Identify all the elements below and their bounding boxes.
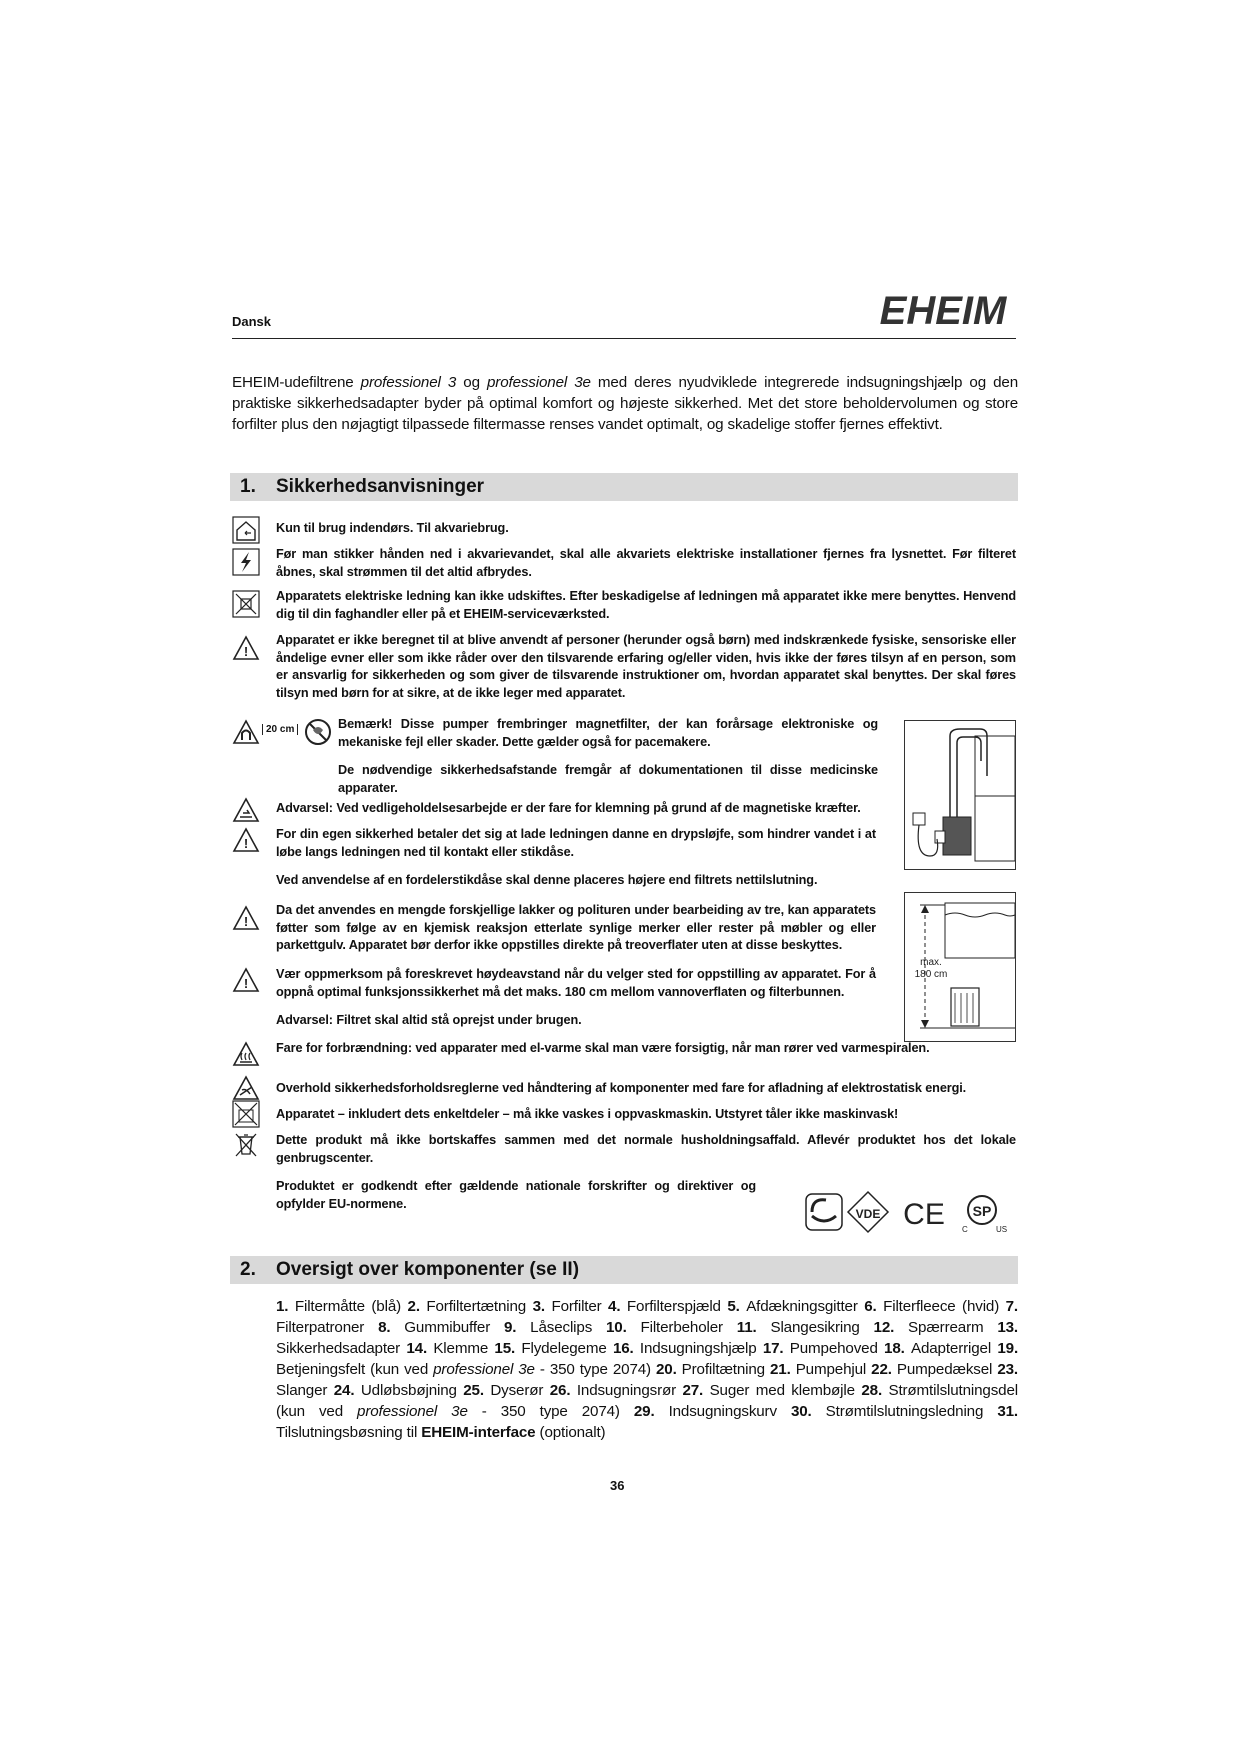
safety-item-3: Apparatets elektriske ledning kan ikke udskiftes. Efter beskadigelse af ledningen må apparatet ikke mere benyttes. Henvend dig til din faghandler eller på et EHEIM-serviceværksted. xyxy=(276,589,1016,621)
component-item: 14. Klemme xyxy=(406,1340,489,1357)
ce-mark-icon: CE xyxy=(903,1198,945,1231)
component-item: 21. Pumpehjul xyxy=(770,1361,867,1378)
safety-item-5: Bemærk! Disse pumper frembringer magnetfilter, der kan forårsage elektroniske og mekaniske fejl eller skader. Dette gælder også for pacemakere. xyxy=(338,717,878,749)
component-item: 8. Gummibuffer xyxy=(378,1319,491,1336)
component-item: 29. Indsugningskurv xyxy=(633,1403,777,1420)
eheim-logo xyxy=(868,290,1018,330)
warning-triangle-icon xyxy=(232,826,260,854)
no-dishwasher-icon xyxy=(232,1100,260,1128)
safety-item-10: Da det anvendes en mengde forskjellige lakker og polituren under bearbeiding av tre, kan apparatets føtter som følge av en kjemisk reaksjon etterlate synlige merker eller rester på møbler og eller parkettgulv. Apparatet bør derfor ikke oppstilles direkte på treoverflater uten at disse beskyttes. xyxy=(276,903,876,952)
svg-text:!: ! xyxy=(243,644,249,659)
hot-surface-icon xyxy=(232,1040,260,1068)
component-item: 11. Slangesikring xyxy=(736,1319,860,1336)
safety-item-16: Dette produkt må ikke bortskaffes sammen med det normale husholdningsaffald. Aflevér produktet hos det lokale genbrugscenter. xyxy=(276,1133,1016,1165)
component-item: 26. Indsugningsrør xyxy=(549,1382,677,1399)
safety-item-7: Advarsel: Ved vedligeholdelsesarbejde er der fare for klemning på grund af de magnetiske kræfter. xyxy=(276,801,861,815)
no-pacemaker-icon xyxy=(304,718,332,746)
component-item: 25. Dyserør xyxy=(463,1382,544,1399)
safety-item-8: For din egen sikkerhed betaler det sig at lade ledningen danne en drypsløjfe, som hindrer vandet i at løbe langs ledningen ned til kontakt eller stikdåse. xyxy=(276,827,876,859)
component-item: 2. Forfiltertætning xyxy=(407,1298,527,1315)
svg-text:US: US xyxy=(996,1225,1008,1234)
component-item: 5. Afdækningsgitter xyxy=(727,1298,858,1315)
component-item: 20. Profiltætning xyxy=(655,1361,765,1378)
component-item: 7. Filterpatroner xyxy=(276,1298,1018,1336)
component-item: 19. Betjeningsfelt (kun ved professionel 3e - 350 type 2074) xyxy=(276,1340,1019,1378)
electric-shock-icon xyxy=(232,548,260,576)
safety-item-6: De nødvendige sikkerhedsafstande fremgår af dokumentationen til disse medicinske apparater. xyxy=(338,763,878,795)
section-title: Oversigt over komponenter (se II) xyxy=(276,1259,580,1280)
pacemaker-icon-group xyxy=(232,718,332,746)
svg-text:!: ! xyxy=(243,836,249,851)
safety-item-15: Apparatet – inkludert dets enkeltdeler – må ikke vaskes i oppvaskmaskin. Utstyret tåler ikke maskinvask! xyxy=(276,1107,899,1121)
svg-text:VDE: VDE xyxy=(855,1207,881,1221)
cable-not-replaceable-icon xyxy=(232,590,260,618)
distance-label: 20 cm xyxy=(262,724,298,735)
component-item: 6. Filterfleece (hvid) xyxy=(864,1298,1000,1315)
svg-text:180 cm: 180 cm xyxy=(914,969,948,980)
language-label: Dansk xyxy=(232,314,272,329)
safety-item-13: Fare for forbrændning: ved apparater med el-varme skal man være forsigtig, når man rører ved varmespiralen. xyxy=(276,1041,930,1055)
section-2-header xyxy=(230,1256,1018,1284)
svg-text:!: ! xyxy=(243,914,249,929)
component-item: 24. Udløbsbøjning xyxy=(333,1382,457,1399)
component-item: 18. Adapterrigel xyxy=(884,1340,992,1357)
component-item: 1. Filtermåtte (blå) xyxy=(276,1298,402,1315)
component-item: 22. Pumpedæksel xyxy=(871,1361,993,1378)
intro-paragraph: EHEIM-udefiltrene professionel 3 og professionel 3e med deres nyudviklede integrerede indsugningshjælp og den praktiske sikkerhedsadapter byder på optimal komfort og højeste sikkerhed. Met det store beholdervolumen og store forfilter plus den nøjagtigt tilpassede filtermasse renses vandet optimalt, og skadelige stoffer fjernes effektivt. xyxy=(232,374,1018,433)
component-item: 12. Spærrearm xyxy=(873,1319,984,1336)
page-number: 36 xyxy=(610,1478,625,1493)
safety-item-9: Ved anvendelse af en fordelerstikdåse skal denne placeres højere end filtrets nettilslutning. xyxy=(276,873,818,887)
component-item: 17. Pumpehoved xyxy=(762,1340,878,1357)
section-number: 1. xyxy=(240,476,256,497)
svg-text:max.: max. xyxy=(920,957,942,968)
warning-triangle-icon xyxy=(232,634,260,662)
warning-triangle-icon xyxy=(232,904,260,932)
component-item: 9. Låseclips xyxy=(503,1319,593,1336)
warning-triangle-icon xyxy=(232,966,260,994)
svg-text:!: ! xyxy=(243,976,249,991)
component-item: 3. Forfilter xyxy=(532,1298,602,1315)
safety-item-12: Advarsel: Filtret skal altid stå oprejst under brugen. xyxy=(276,1013,582,1027)
gs-mark-icon xyxy=(806,1194,842,1230)
vde-mark-icon xyxy=(848,1192,888,1232)
component-item: 28. Strømtilslutningsdel (kun ved professionel 3e - 350 type 2074) xyxy=(276,1382,1018,1420)
header-rule xyxy=(232,338,1016,339)
magnet-warning-icon xyxy=(232,718,260,746)
electrostatic-icon xyxy=(232,1074,260,1102)
csa-mark-icon xyxy=(962,1196,1007,1234)
section-title: Sikkerhedsanvisninger xyxy=(276,476,485,497)
safety-item-14: Overhold sikkerhedsforholdsreglerne ved håndtering af komponenter med fare for afladning af elektrostatisk energi. xyxy=(276,1081,967,1095)
components-list xyxy=(276,1296,1018,1443)
component-item: 27. Suger med klembøjle xyxy=(682,1382,855,1399)
weee-bin-icon xyxy=(232,1130,260,1158)
drip-loop-figure xyxy=(904,720,1016,870)
safety-item-17: Produktet er godkendt efter gældende nationale forskrifter og direktiver og opfylder EU-normene. xyxy=(276,1179,756,1211)
component-item: 23. Slanger xyxy=(276,1361,1018,1399)
crush-hazard-icon xyxy=(232,796,260,824)
component-item: 4. Forfilterspjæld xyxy=(608,1298,721,1315)
svg-text:SP: SP xyxy=(972,1203,992,1219)
component-item: 31. Tilslutningsbøsning til EHEIM-interface (optionalt) xyxy=(276,1403,1018,1441)
component-item: 15. Flydelegeme xyxy=(494,1340,607,1357)
certification-marks xyxy=(802,1186,1014,1236)
max-height-figure xyxy=(904,892,1016,1042)
component-item: 10. Filterbeholer xyxy=(605,1319,723,1336)
safety-item-1: Kun til brug indendørs. Til akvariebrug. xyxy=(276,521,509,535)
svg-text:EHEIM: EHEIM xyxy=(879,290,1007,330)
component-item: 13. Sikkerhedsadapter xyxy=(276,1319,1019,1357)
safety-item-2: Før man stikker hånden ned i akvarievandet, skal alle akvariets elektriske installationer fjernes fra lysnettet. Før filteret åbnes, skal strømmen til det altid afbrydes. xyxy=(276,547,1016,579)
component-item: 30. Strømtilslutningsledning xyxy=(790,1403,984,1420)
svg-text:C: C xyxy=(962,1225,968,1234)
safety-item-11: Vær oppmerksom på foreskrevet høydeavstand når du velger sted for oppstilling av apparatet. For å oppnå optimal funksjonssikkerhet må det maks. 180 cm mellom vannoverflaten og filterbunnen. xyxy=(276,967,876,999)
component-item: 16. Indsugningshjælp xyxy=(612,1340,757,1357)
safety-item-4: Apparatet er ikke beregnet til at blive anvendt af personer (herunder også børn) med indskrænkede fysiske, sensoriske eller åndelige evner eller som ikke råder over den tilsvarende erfaring og/eller viden, hvis ikke der føres tilsyn af en person, som er ansvarlig for sikkerheden og som giver de tilsvarende instruktioner om, hvordan apparatet skal benyttes. Der skal føres tilsyn med børn for at sikre, at de ikke leger med apparatet. xyxy=(276,633,1016,700)
indoor-use-icon xyxy=(232,516,260,544)
section-number: 2. xyxy=(240,1259,256,1280)
section-1-header xyxy=(230,473,1018,501)
